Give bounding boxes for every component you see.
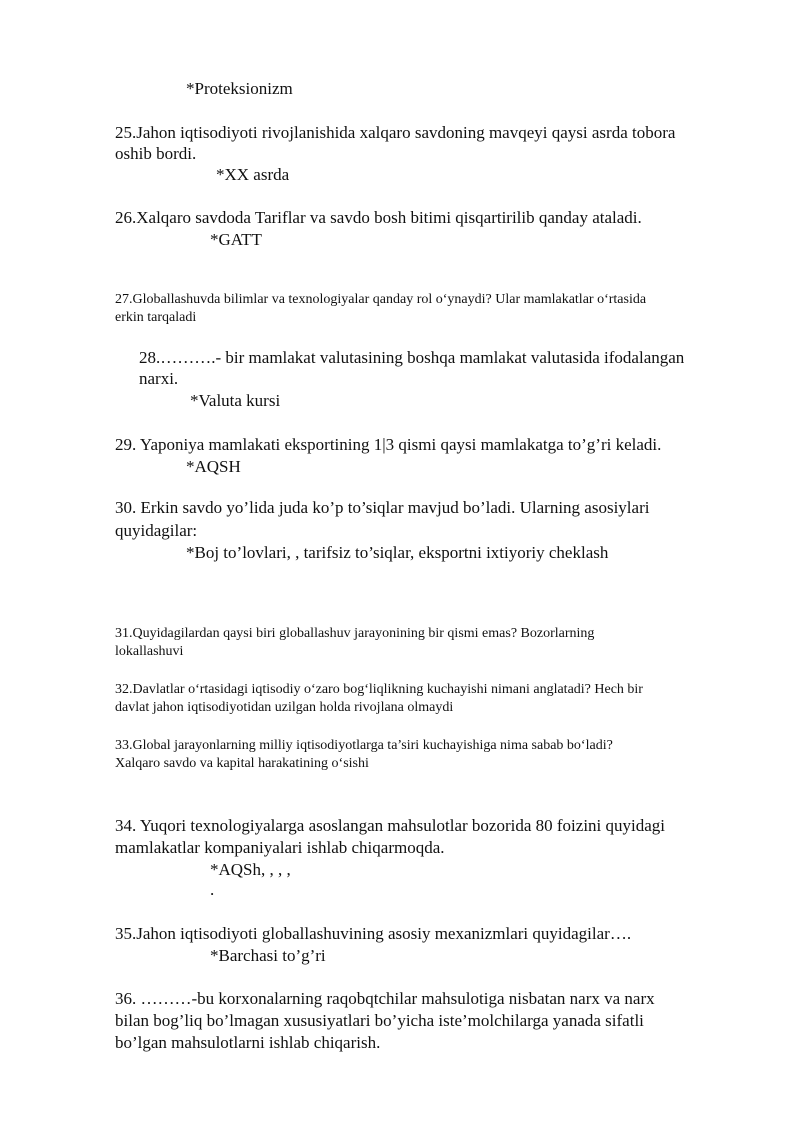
- question-25-line-2: oshib bordi.: [115, 144, 197, 163]
- question-25-line-1: 25.Jahon iqtisodiyoti rivojlanishida xalqaro savdoning mavqeyi qaysi asrda tobora: [115, 123, 676, 142]
- question-32-line-1: 32.Davlatlar o‘rtasidagi iqtisodiy o‘zaro bog‘liqlikning kuchayishi nimani anglatadi? Hech bir: [115, 682, 643, 697]
- question-36-line-1: 36. ………-bu korxonalarning raqobqtchilar mahsulotiga nisbatan narx va narx: [115, 989, 655, 1008]
- question-28-line-1: 28.……….- bir mamlakat valutasining boshqa mamlakat valutasida ifodalangan: [139, 348, 685, 367]
- question-32-line-2: davlat jahon iqtisodiyotidan uzilgan holda rivojlana olmaydi: [115, 700, 454, 715]
- answer-34: *AQSh, , , ,: [210, 860, 291, 879]
- answer-26: *GATT: [210, 230, 262, 249]
- answer-29: *AQSH: [186, 457, 241, 476]
- question-36-line-3: bo’lgan mahsulotlarni ishlab chiqarish.: [115, 1033, 381, 1052]
- question-27-line-1: 27.Globallashuvda bilimlar va texnologiyalar qanday rol o‘ynaydi? Ular mamlakatlar o‘rtasida: [115, 292, 647, 307]
- question-27-line-2: erkin tarqaladi: [115, 310, 197, 325]
- answer-28: *Valuta kursi: [190, 391, 281, 410]
- answer-34-dot: .: [210, 880, 215, 899]
- question-31-line-2: lokallashuvi: [115, 644, 184, 659]
- question-28-line-2: narxi.: [139, 369, 179, 388]
- question-33-line-1: 33.Global jarayonlarning milliy iqtisodiyotlarga ta’siri kuchayishiga nima sabab bo‘ladi?: [115, 738, 613, 753]
- question-35: 35.Jahon iqtisodiyoti globallashuvining asosiy mexanizmlari quyidagilar….: [115, 924, 632, 943]
- answer-30: *Boj to’lovlari, , tarifsiz to’siqlar, eksportni ixtiyoriy cheklash: [186, 543, 609, 562]
- question-34-line-1: 34. Yuqori texnologiyalarga asoslangan mahsulotlar bozorida 80 foizini quyidagi: [115, 816, 666, 835]
- question-33-line-2: Xalqaro savdo va kapital harakatining o‘sishi: [115, 756, 369, 771]
- question-31-line-1: 31.Quyidagilardan qaysi biri globallashuv jarayonining bir qismi emas? Bozorlarning: [115, 626, 595, 641]
- question-34-line-2: mamlakatlar kompaniyalari ishlab chiqarmoqda.: [115, 838, 445, 857]
- answer-25: *XX asrda: [216, 165, 290, 184]
- question-36-line-2: bilan bog’liq bo’lmagan xususiyatlari bo’yicha iste’molchilarga yanada sifatli: [115, 1011, 644, 1030]
- question-30-line-2: quyidagilar:: [115, 521, 198, 540]
- answer-24: *Proteksionizm: [186, 79, 293, 98]
- question-29: 29. Yaponiya mamlakati eksportining 1|3 qismi qaysi mamlakatga to’g’ri keladi.: [115, 435, 662, 454]
- answer-35: *Barchasi to’g’ri: [210, 946, 326, 965]
- question-26: 26.Xalqaro savdoda Tariflar va savdo bosh bitimi qisqartirilib qanday ataladi.: [115, 208, 642, 227]
- question-30-line-1: 30. Erkin savdo yo’lida juda ko’p to’siqlar mavjud bo’ladi. Ularning asosiylari: [115, 498, 650, 517]
